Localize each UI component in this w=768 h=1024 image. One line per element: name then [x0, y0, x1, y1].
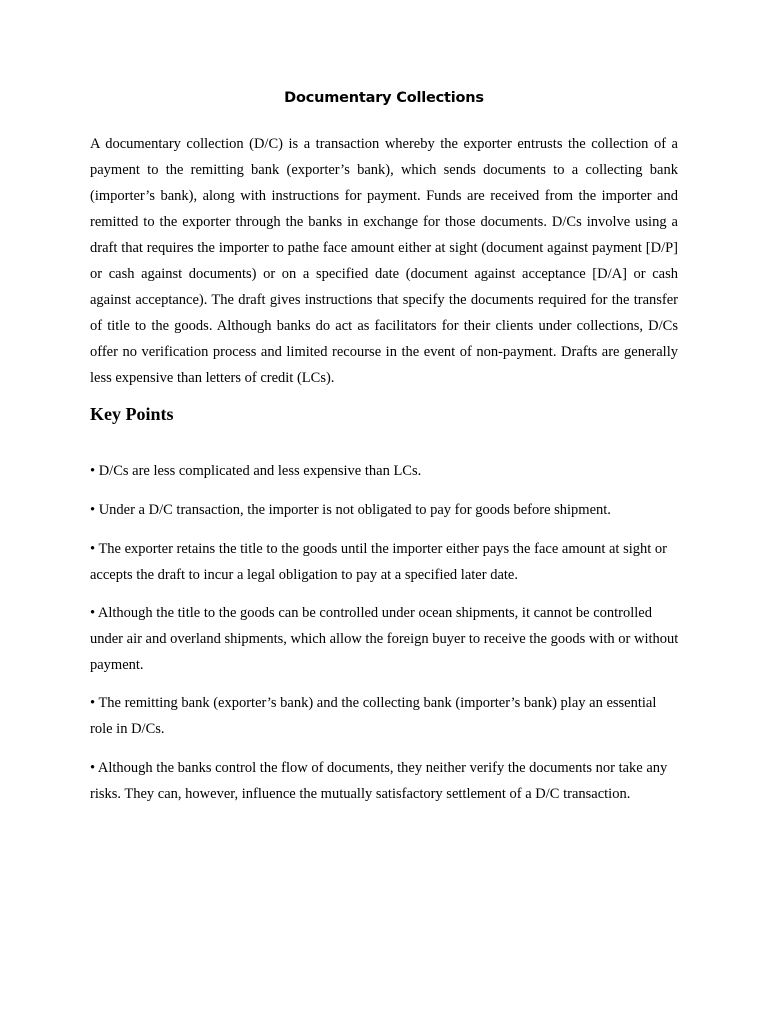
key-point-item: • Although the title to the goods can be controlled under ocean shipments, it cannot be controlled under air and overland shipments, which allow the foreign buyer to receive the goods with or without payment.: [90, 605, 679, 673]
key-point-item: • Under a D/C transaction, the importer is not obligated to pay for goods before shipment.: [90, 502, 611, 518]
intro-paragraph: A documentary collection (D/C) is a transaction whereby the exporter entrusts the collection of a payment to the remitting bank (exporter’s bank), which sends documents to a collecting bank (importer’s bank), along with instructions for payment. Funds are received from the importer and remitted to the exporter through the banks in exchange for those documents. D/Cs involve using a draft that requires the importer to pathe face amount either at sight (document against payment [D/P] or cash against documents) or on a specified date (document against acceptance [D/A] or cash against acceptance). The draft gives instructions that specify the documents required for the transfer of title to the goods. Although banks do act as facilitators for their clients under collections, D/Cs offer no verification process and limited recourse in the event of non-payment. Drafts are generally less expensive than letters of credit (LCs).: [90, 136, 678, 386]
key-points-heading: Key Points: [90, 404, 174, 424]
key-point-item: • Although the banks control the flow of documents, they neither verify the documents nor take any risks. They can, however, influence the mutually satisfactory settlement of a D/C transaction.: [90, 760, 668, 802]
key-point-item: • The exporter retains the title to the goods until the importer either pays the face amount at sight or accepts the draft to incur a legal obligation to pay at a specified later date.: [90, 541, 667, 583]
key-point-item: • D/Cs are less complicated and less expensive than LCs.: [90, 463, 422, 479]
document-title: Documentary Collections: [284, 90, 484, 106]
key-point-item: • The remitting bank (exporter’s bank) and the collecting bank (importer’s bank) play an essential role in D/Cs.: [90, 695, 657, 737]
